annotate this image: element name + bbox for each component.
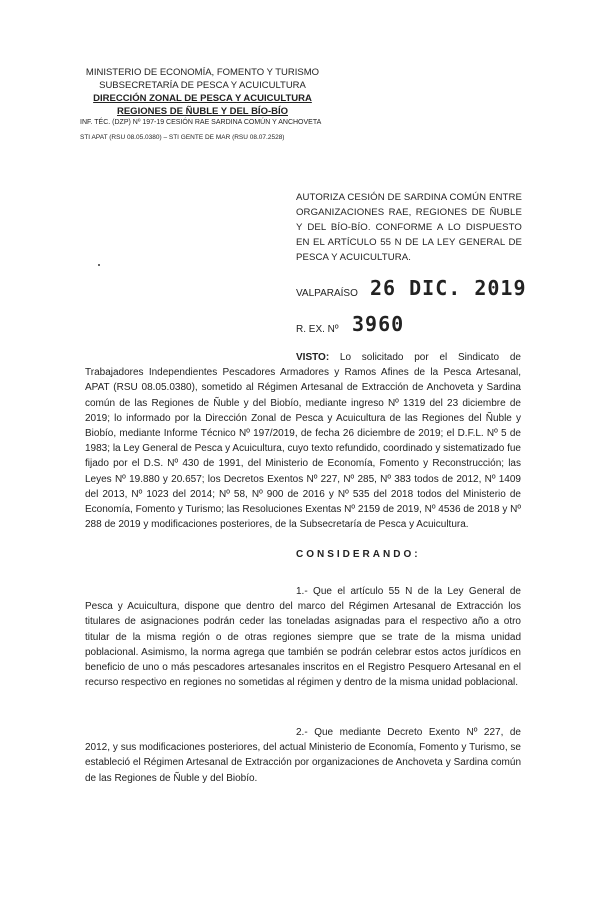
- considerando-paragraph-2: [85, 725, 521, 786]
- paragraph-1-number: 1.-: [296, 586, 314, 597]
- scan-mark: [98, 264, 100, 266]
- resolution-title: AUTORIZA CESIÓN DE SARDINA COMÚN ENTRE ORGANIZACIONES RAE, REGIONES DE ÑUBLE Y DEL BÍO-BÍO. CONFORME A LO DISPUESTO EN EL ARTÍCULO 55 N DE LA LEY GENERAL DE PESCA Y ACUICULTURA.: [296, 192, 522, 263]
- paragraph-2-text: Que mediante Decreto Exento Nº 227, de 2012, y sus modificaciones posteriores, del actual Ministerio de Economía, Fomento y Turismo, se estableció el Régimen Artesanal de Extracción por organizaciones de Anchoveta y Sardina común de las Regiones de Ñuble y del Biobío.: [85, 727, 521, 784]
- regions-line: REGIONES DE ÑUBLE Y DEL BÍO-BÍO: [116, 106, 289, 117]
- resolution-number-stamp: 3960: [352, 312, 405, 336]
- place-label: VALPARAÍSO: [296, 288, 358, 299]
- subsecretary-line: SUBSECRETARÍA DE PESCA Y ACUICULTURA: [99, 80, 306, 91]
- considerando-heading: CONSIDERANDO:: [296, 549, 421, 560]
- paragraph-2-number: 2.-: [296, 727, 315, 738]
- resolution-number-label: R. EX. Nº: [296, 324, 339, 335]
- date-stamp: 26 DIC. 2019: [370, 276, 527, 300]
- visto-label: VISTO:: [296, 352, 330, 363]
- letterhead: [80, 66, 325, 142]
- visto-text: Lo solicitado por el Sindicato de Trabajadores Independientes Pescadores Armadores y Ramos Afines de la Pesca Artesanal, APAT (RSU 08.05.0380), sometido al Régimen Artesanal de Extracción de Anchoveta y Sardina común de las Regiones de Ñuble y del Biobío, mediante ingreso Nº 1319 del 23 diciembre de 2019; lo informado por la Dirección Zonal de Pesca y Acuicultura de las Regiones del Ñuble y Biobío, mediante Informe Técnico Nº 197/2019, de fecha 26 diciembre de 2019; el D.F.L. Nº 5 de 1983; la Ley General de Pesca y Acuicultura, cuyo texto refundido, coordinado y sistematizado fue fijado por el D.S. Nº 430 de 1991, del Ministerio de Economía, Fomento y Reconstrucción; las Leyes Nº 19.880 y 20.657; los Decretos Exentos Nº 227, Nº 285, Nº 383 todos de 2012, Nº 1409 del 2013, Nº 1023 del 2014; Nº 58, Nº 900 de 2016 y Nº 535 del 2018 todos del Ministerio de Economía, Fomento y Turismo; las Resoluciones Exentas Nº 2159 de 2019, Nº 4536 de 2018 y Nº 288 de 2019 y modificaciones posteriores, de la Subsecretaría de Pesca y Acuicultura.: [85, 352, 521, 531]
- ministry-line: MINISTERIO DE ECONOMÍA, FOMENTO Y TURISMO: [85, 67, 320, 78]
- visto-paragraph: [85, 350, 521, 532]
- reference-line-1: INF. TÉC. (DZP) Nº 197-19 CESIÓN RAE SARDINA COMÚN Y ANCHOVETA: [80, 119, 322, 126]
- considerando-paragraph-1: [85, 584, 521, 690]
- directorate-line: DIRECCIÓN ZONAL DE PESCA Y ACUICULTURA: [93, 93, 312, 104]
- paragraph-1-text: Que el artículo 55 N de la Ley General de Pesca y Acuicultura, dispone que dentro del marco del Régimen Artesanal de Extracción los titulares de asignaciones podrán ceder las toneladas asignadas para el respectivo año a otro titular de la misma región o de otras regiones siempre que se trate de la misma unidad poblacional. Asimismo, la norma agrega que también se podrán celebrar estos actos jurídicos en beneficio de uno o más pescadores artesanales inscritos en el Registro Pesquero Artesanal en el recurso respectivo en regiones no sometidas al régimen y dentro de la misma unidad poblacional.: [85, 586, 521, 689]
- reference-line-2: STI APAT (RSU 08.05.0380) – STI GENTE DE MAR (RSU 08.07.2528): [80, 134, 285, 141]
